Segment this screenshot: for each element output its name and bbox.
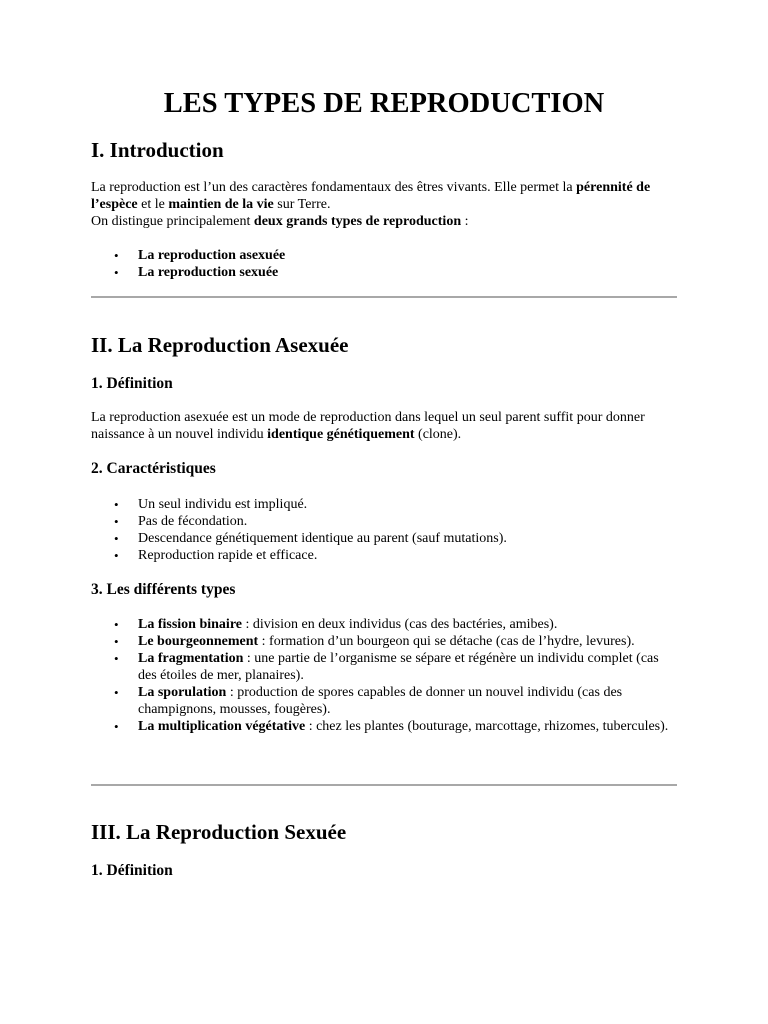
section-divider xyxy=(91,784,677,786)
subheading-asexual-types: 3. Les différents types xyxy=(91,581,236,598)
subheading-sexual-definition: 1. Définition xyxy=(91,862,173,879)
section-heading-sexual: III. La Reproduction Sexuée xyxy=(91,820,347,844)
section-heading-introduction: I. Introduction xyxy=(91,138,224,162)
list-item: • La fission binaire : division en deux individus (cas des bactéries, amibes). xyxy=(91,616,677,633)
section-divider xyxy=(91,296,677,298)
list-item: • La sporulation : production de spores capables de donner un nouvel individu (cas des champignons, mousses, fougères). xyxy=(91,684,677,718)
intro-type-list xyxy=(91,247,677,281)
asexual-characteristics-list xyxy=(91,496,677,564)
section-heading-asexual: II. La Reproduction Asexuée xyxy=(91,333,349,357)
intro-paragraph: La reproduction est l’un des caractères fondamentaux des êtres vivants. Elle permet la pérennité de l’espèce et le maintien de la vie sur Terre. xyxy=(91,180,651,212)
list-item: • Pas de fécondation. xyxy=(91,513,677,530)
list-item: • La multiplication végétative : chez les plantes (bouturage, marcottage, rhizomes, tubercules). xyxy=(91,718,677,735)
list-item: • La fragmentation : une partie de l’organisme se sépare et régénère un individu complet (cas des étoiles de mer, planaires). xyxy=(91,650,677,684)
asexual-types-list xyxy=(91,616,677,735)
document-title: LES TYPES DE REPRODUCTION xyxy=(163,88,605,119)
list-item: • La reproduction asexuée xyxy=(91,247,677,264)
list-item: • Le bourgeonnement : formation d’un bourgeon qui se détache (cas de l’hydre, levures). xyxy=(91,633,677,650)
list-item: • Reproduction rapide et efficace. xyxy=(91,547,677,564)
list-item: • Descendance génétiquement identique au parent (sauf mutations). xyxy=(91,530,677,547)
list-item: • La reproduction sexuée xyxy=(91,264,677,281)
subheading-asexual-characteristics: 2. Caractéristiques xyxy=(91,460,216,477)
subheading-asexual-definition: 1. Définition xyxy=(91,375,173,392)
asexual-definition-text: La reproduction asexuée est un mode de reproduction dans lequel un seul parent suffit pour donner naissance à un nouvel individu identique génétiquement (clone). xyxy=(91,410,645,442)
list-item: • Un seul individu est impliqué. xyxy=(91,496,677,513)
intro-types-sentence: On distingue principalement deux grands types de reproduction : xyxy=(91,214,469,229)
